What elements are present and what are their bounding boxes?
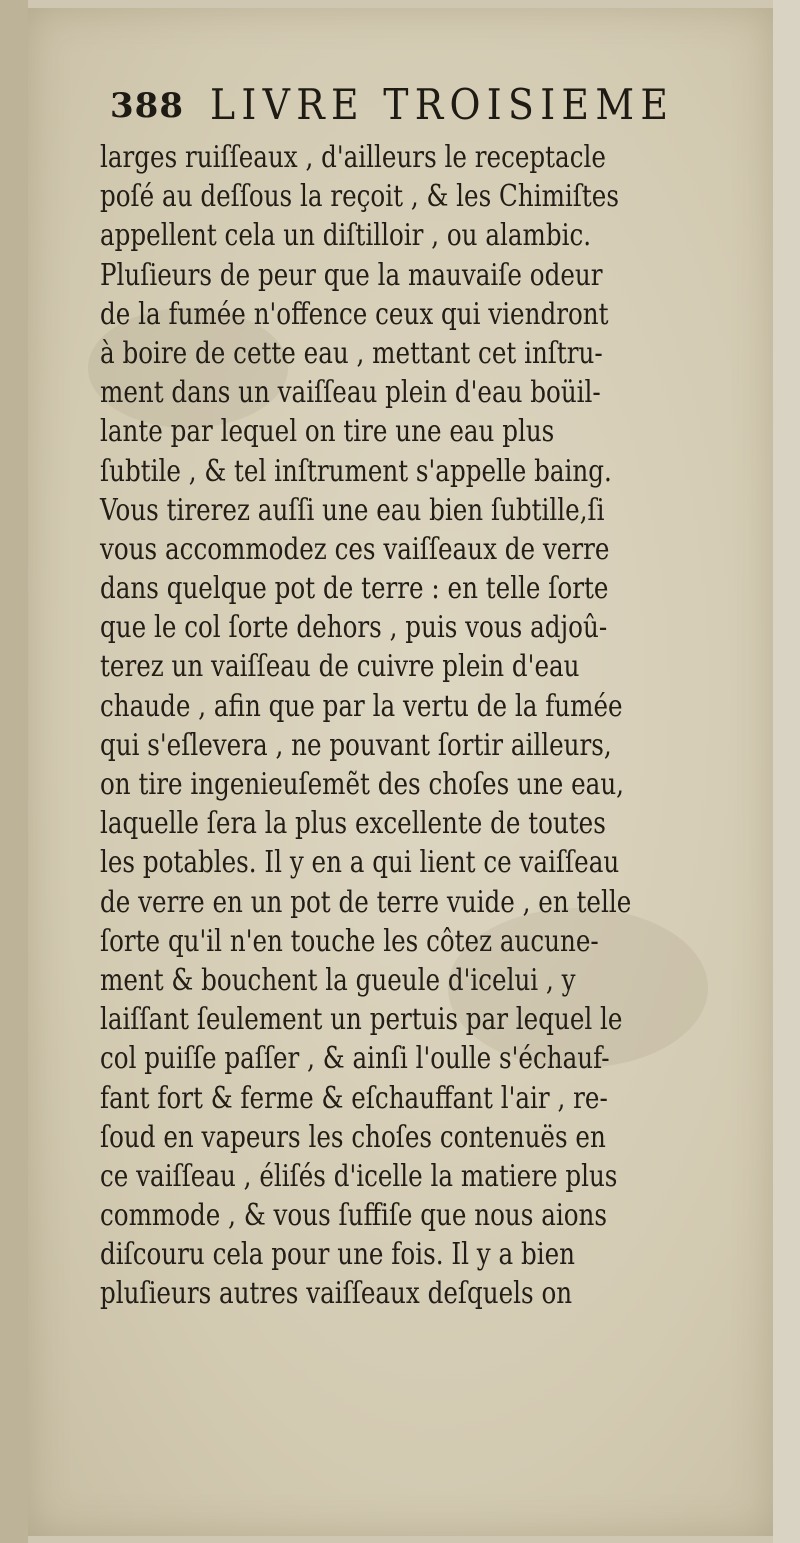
- scan-right-margin: [773, 0, 800, 1543]
- text-line: vous accommodez ces vaiſſeaux de verre: [100, 531, 610, 567]
- text-line: dans quelque pot de terre : en telle ſorte: [100, 571, 609, 607]
- text-line: que le col ſorte dehors , puis vous adjoû-: [100, 610, 608, 646]
- text-line: Vous tirerez auſſi une eau bien ſubtille,ſi: [100, 492, 605, 528]
- text-line: laquelle ſera la plus excellente de toutes: [100, 806, 606, 842]
- text-line: Pluſieurs de peur que la mauvaiſe odeur: [100, 257, 603, 293]
- text-line: ſubtile , & tel inſtrument s'appelle baing.: [100, 453, 612, 489]
- text-line: ment dans un vaiſſeau plein d'eau boüil-: [100, 375, 601, 411]
- text-line: de verre en un pot de terre vuide , en telle: [100, 884, 632, 920]
- scan-left-margin: [0, 0, 28, 1543]
- text-line: les potables. Il y en a qui lient ce vaiſſeau: [100, 845, 620, 881]
- text-line: de la fumée n'offence ceux qui viendront: [100, 296, 609, 332]
- page-number: 388: [110, 86, 184, 126]
- text-line: à boire de cette eau , mettant cet inſtru-: [100, 335, 603, 371]
- text-line: larges ruiſſeaux , d'ailleurs le receptacle: [100, 140, 606, 175]
- text-line: appellent cela un diſtilloir , ou alambic.: [100, 218, 592, 254]
- text-line: col puiſſe paſſer , & ainſi l'oulle s'échauf-: [100, 1041, 610, 1077]
- text-line: chaude , afin que par la vertu de la fumée: [100, 688, 623, 724]
- text-line: qui s'eſlevera , ne pouvant ſortir ailleurs,: [100, 727, 612, 763]
- text-line: ſoud en vapeurs les choſes contenuës en: [100, 1119, 606, 1155]
- text-line: pluſieurs autres vaiſſeaux deſquels on: [100, 1276, 573, 1312]
- text-line: ce vaiſſeau , éliſés d'icelle la matiere plus: [100, 1158, 618, 1194]
- text-line: poſé au deſſous la reçoit , & les Chimiſtes: [100, 179, 619, 215]
- text-line: fant fort & ferme & eſchauffant l'air , re-: [100, 1080, 608, 1116]
- text-line: laiſſant ſeulement un pertuis par lequel le: [100, 1002, 623, 1038]
- text-line: lante par lequel on tire une eau plus: [100, 414, 555, 450]
- text-line: terez un vaiſſeau de cuivre plein d'eau: [100, 649, 580, 685]
- running-head: [110, 80, 750, 136]
- book-title: LIVRE TROISIEME: [210, 80, 675, 129]
- body-text: [100, 138, 770, 1314]
- text-line: diſcouru cela pour une fois. Il y a bien: [100, 1237, 575, 1273]
- text-line: on tire ingenieuſemẽt des choſes une eau,: [100, 767, 624, 802]
- text-line: commode , & vous ſuffiſe que nous aions: [100, 1198, 608, 1234]
- text-line: ſorte qu'il n'en touche les côtez aucune-: [100, 923, 599, 959]
- text-line: ment & bouchent la gueule d'icelui , y: [100, 962, 576, 998]
